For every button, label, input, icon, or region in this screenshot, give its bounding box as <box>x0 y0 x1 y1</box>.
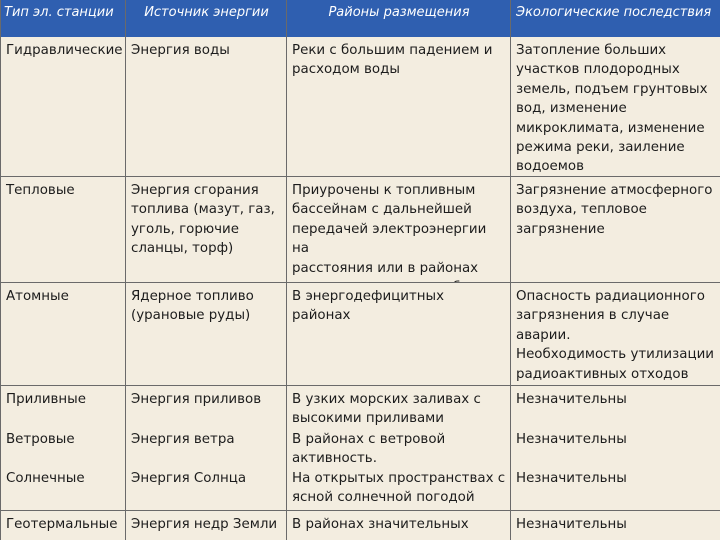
cell-location: В районах с ветровой активность. <box>287 426 511 465</box>
cell-consequences: Незначительны <box>511 386 720 426</box>
cell-source: Энергия недр Земли <box>126 511 287 540</box>
cell-consequences: Незначительны <box>511 511 720 540</box>
cell-location: Реки с большим падением и расходом воды <box>287 37 511 176</box>
header-station-type: Тип эл. станции <box>1 0 126 37</box>
cell-source: Энергия ветра <box>126 426 287 465</box>
cell-consequences: Незначительны <box>511 426 720 465</box>
cell-source: Энергия сгорания топлива (мазут, газ, уголь, горючие сланцы, торф) <box>126 177 287 282</box>
cell-location: В районах значительных <box>287 511 511 540</box>
cell-type: Приливные <box>1 386 126 426</box>
cell-location: В узких морских заливах с высокими приливами <box>287 386 511 426</box>
cell-source: Энергия приливов <box>126 386 287 426</box>
cell-type: Тепловые <box>1 177 126 282</box>
cell-consequences: Незначительны <box>511 465 720 510</box>
cell-source: Энергия Солнца <box>126 465 287 510</box>
table-header-row <box>1 0 720 37</box>
cell-consequences: Опасность радиационного загрязнения в случае аварии. Необходимость утилизации радиоактивных отходов <box>511 283 720 385</box>
cell-consequences: Затопление больших участков плодородных земель, подъем грунтовых вод, изменение микроклимата, изменение режима реки, заиление водоемов <box>511 37 720 176</box>
cell-location: В энергодефицитных районах <box>287 283 511 385</box>
table-row-nuclear <box>1 283 720 386</box>
table-row-geothermal <box>1 511 720 540</box>
table-row-wind <box>1 426 720 465</box>
header-energy-source: Источник энергии <box>126 0 287 37</box>
cell-location: Приурочены к топливным бассейнам с дальнейшей передачей электроэнергии на расстояния или в районах <box>287 177 511 282</box>
header-locations: Районы размещения <box>287 0 511 37</box>
cell-type: Ветровые <box>1 426 126 465</box>
cell-consequences: Загрязнение атмосферного воздуха, тепловое загрязнение <box>511 177 720 282</box>
header-ecological-consequences: Экологические последствия <box>511 0 720 37</box>
table-row-thermal <box>1 177 720 283</box>
cell-type: Атомные <box>1 283 126 385</box>
cell-type: Солнечные <box>1 465 126 510</box>
cell-source: Ядерное топливо (урановые руды) <box>126 283 287 385</box>
cell-type: Гидравлические <box>1 37 126 176</box>
cell-source: Энергия воды <box>126 37 287 176</box>
table-row-hydro <box>1 37 720 177</box>
cell-type: Геотермальные <box>1 511 126 540</box>
table-row-solar <box>1 465 720 511</box>
cell-location: На открытых пространствах с ясной солнечной погодой <box>287 465 511 510</box>
table-row-tidal <box>1 386 720 426</box>
